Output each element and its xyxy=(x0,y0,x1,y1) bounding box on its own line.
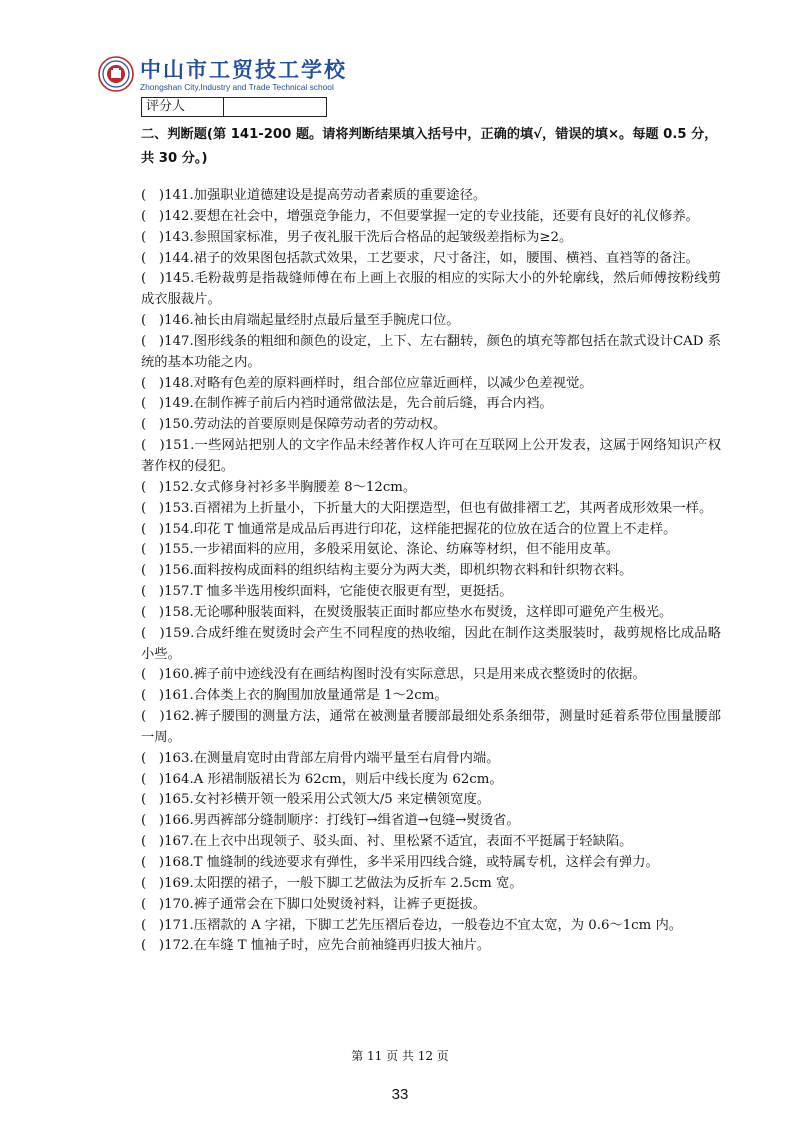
question-item xyxy=(141,186,721,207)
answer-bracket[interactable]: ( ) xyxy=(141,563,165,579)
question-text: 155.一步裙面料的应用，多般采用氨论、涤论、纺麻等材织，但不能用皮革。 xyxy=(164,542,620,558)
answer-bracket[interactable]: ( ) xyxy=(141,229,165,245)
question-item xyxy=(141,853,721,874)
question-item xyxy=(141,582,721,603)
question-item xyxy=(141,311,721,332)
answer-bracket[interactable]: ( ) xyxy=(141,896,165,912)
question-item xyxy=(141,874,721,895)
answer-bracket[interactable]: ( ) xyxy=(141,584,165,600)
answer-bracket[interactable]: ( ) xyxy=(141,521,165,537)
answer-bracket[interactable]: ( ) xyxy=(141,709,165,725)
answer-bracket[interactable]: ( ) xyxy=(141,938,165,954)
answer-bracket[interactable]: ( ) xyxy=(141,375,165,391)
question-item xyxy=(141,749,721,770)
question-item xyxy=(141,832,721,853)
score-input-cell[interactable] xyxy=(224,98,326,116)
score-label: 评分人 xyxy=(142,98,224,116)
question-item xyxy=(141,686,721,707)
question-item xyxy=(141,895,721,916)
answer-bracket[interactable]: ( ) xyxy=(141,625,165,641)
question-item xyxy=(141,811,721,832)
question-text: 153.百褶裙为上折量小，下折量大的大阳摆造型，但也有做排褶工艺，其两者成形效果一样。 xyxy=(164,500,713,516)
question-text: 160.裤子前中迹线没有在画结构图时没有实际意思，只是用来成衣整烫时的依据。 xyxy=(164,667,646,683)
question-text: 168.T 恤缝制的线迹要求有弹性，多半采用四线合缝，或特属专机，这样会有弹力。 xyxy=(164,855,659,870)
question-text: 148.对略有色差的原料画样时，组合部位应靠近画样，以减少色差视觉。 xyxy=(164,375,593,391)
question-text: 164.A 形裙制版裙长为 62cm，则后中线长度为 62cm。 xyxy=(164,771,503,787)
school-seal-icon xyxy=(98,56,134,92)
question-item xyxy=(141,790,721,811)
question-item xyxy=(141,499,721,520)
answer-bracket[interactable]: ( ) xyxy=(141,688,165,704)
question-item xyxy=(141,916,721,937)
question-text: 141.加强职业道德建设是提高劳动者素质的重要途径。 xyxy=(164,188,487,203)
question-item xyxy=(141,603,721,624)
question-text: 163.在测量肩宽时由背部左肩骨内端平量至右肩骨内端。 xyxy=(164,750,500,766)
question-item xyxy=(141,665,721,686)
answer-bracket[interactable]: ( ) xyxy=(141,500,165,516)
page-footer: 第 11 页 共 12 页 xyxy=(351,1049,449,1063)
answer-bracket[interactable]: ( ) xyxy=(141,396,165,412)
answer-bracket[interactable]: ( ) xyxy=(141,271,165,287)
question-item xyxy=(141,520,721,541)
answer-bracket[interactable]: ( ) xyxy=(141,813,165,829)
question-text: 144.裙子的效果图包括款式效果，工艺要求，尺寸备注，如，腰围、横裆、直裆等的备注。 xyxy=(164,250,699,266)
answer-bracket[interactable]: ( ) xyxy=(141,917,165,933)
question-text: 166.男西裤部分缝制顺序：打线钉→缉省道→包缝→熨烫省。 xyxy=(164,813,520,829)
question-text: 147.图形线条的粗细和颜色的设定，上下、左右翻转，颜色的填充等都包括在款式设计CAD 系统的基本功能之内。 xyxy=(141,333,721,370)
answer-bracket[interactable]: ( ) xyxy=(141,479,165,495)
question-text: 170.裤子通常会在下脚口处熨烫衬料，让裤子更挺拔。 xyxy=(164,896,487,912)
score-table xyxy=(141,97,327,117)
question-text: 158.无论哪种服装面料，在熨烫服装正面时都应垫水布熨烫，这样即可避免产生极光。 xyxy=(164,604,673,620)
answer-bracket[interactable]: ( ) xyxy=(141,313,165,329)
question-text: 165.女衬衫横开领一般采用公式领大/5 来定横领宽度。 xyxy=(164,792,491,808)
question-text: 169.太阳摆的裙子，一般下脚工艺做法为反折车 2.5cm 宽。 xyxy=(164,875,523,891)
question-text: 156.面料按构成面料的组织结构主要分为两大类，即机织物衣料和针织物衣料。 xyxy=(164,563,633,579)
school-header xyxy=(98,52,347,96)
question-text: 152.女式修身衬衫多半胸腰差 8～12cm。 xyxy=(164,479,417,495)
answer-bracket[interactable]: ( ) xyxy=(141,834,165,850)
section-title: 二、判断题(第 141-200 题。请将判断结果填入括号中，正确的填√，错误的填×。每题 0.5 分，共 30 分。) xyxy=(141,127,718,166)
question-item xyxy=(141,707,721,749)
question-text: 172.在车缝 T 恤袖子时，应先合前袖缝再归拔大袖片。 xyxy=(164,938,491,954)
answer-bracket[interactable]: ( ) xyxy=(141,188,165,203)
answer-bracket[interactable]: ( ) xyxy=(141,771,165,787)
question-list xyxy=(141,186,721,957)
answer-bracket[interactable]: ( ) xyxy=(141,250,165,266)
question-text: 161.合体类上衣的胸围加放量通常是 1～2cm。 xyxy=(164,688,448,704)
question-text: 159.合成纤维在熨烫时会产生不同程度的热收缩，因此在制作这类服装时，裁剪规格比成品略小些。 xyxy=(141,625,721,662)
question-item xyxy=(141,394,721,415)
question-text: 157.T 恤多半选用梭织面料，它能使衣服更有型，更挺括。 xyxy=(164,584,513,600)
question-text: 151.一些网站把别人的文字作品未经著作权人许可在互联网上公开发表，这属于网络知识产权著作权的侵犯。 xyxy=(141,438,721,474)
question-text: 143.参照国家标准，男子夜礼服干洗后合格品的起皱级差指标为≥2。 xyxy=(164,229,573,245)
answer-bracket[interactable]: ( ) xyxy=(141,542,165,558)
answer-bracket[interactable]: ( ) xyxy=(141,875,165,891)
question-item xyxy=(141,207,721,228)
question-text: 149.在制作裤子前后内裆时通常做法是，先合前后缝，再合内裆。 xyxy=(164,396,553,412)
question-text: 167.在上衣中出现领子、驳头面、衬、里松紧不适宜，表面不平挺属于轻缺陷。 xyxy=(164,834,633,850)
answer-bracket[interactable]: ( ) xyxy=(141,333,165,349)
answer-bracket[interactable]: ( ) xyxy=(141,855,165,870)
answer-bracket[interactable]: ( ) xyxy=(141,667,165,683)
question-item xyxy=(141,374,721,395)
question-text: 146.袖长由肩端起量经肘点最后量至手腕虎口位。 xyxy=(164,313,460,329)
question-text: 145.毛粉裁剪是指裁缝师傅在布上画上衣服的相应的实际大小的外轮廓线，然后师傅按粉线剪成衣服裁片。 xyxy=(141,271,721,308)
question-item xyxy=(141,770,721,791)
question-item xyxy=(141,436,721,478)
question-item xyxy=(141,561,721,582)
answer-bracket[interactable]: ( ) xyxy=(141,604,165,620)
question-item xyxy=(141,540,721,561)
question-text: 150.劳动法的首要原则是保障劳动者的劳动权。 xyxy=(164,417,447,433)
question-item xyxy=(141,624,721,666)
answer-bracket[interactable]: ( ) xyxy=(141,417,165,433)
question-text: 142.要想在社会中，增强竞争能力，不但要掌握一定的专业技能，还要有良好的礼仪修养。 xyxy=(164,208,699,224)
question-item xyxy=(141,269,721,311)
answer-bracket[interactable]: ( ) xyxy=(141,750,165,766)
answer-bracket[interactable]: ( ) xyxy=(141,438,165,454)
school-name: 中山市工贸技工学校 xyxy=(140,58,347,82)
page-number: 33 xyxy=(391,1086,409,1103)
answer-bracket[interactable]: ( ) xyxy=(141,208,165,224)
question-text: 171.压褶款的 A 字裙，下脚工艺先压褶后卷边，一般卷边不宜太宽，为 0.6～1cm 内。 xyxy=(164,917,683,933)
question-item xyxy=(141,478,721,499)
question-item xyxy=(141,249,721,270)
question-text: 162.裤子腰围的测量方法，通常在被测量者腰部最细处系条细带，测量时延着系带位围量腰部一周。 xyxy=(141,709,721,745)
school-name-en: Zhongshan City,Industry and Trade Technical school xyxy=(140,82,334,92)
question-text: 154.印花 T 恤通常是成品后再进行印花，这样能把握花的位放在适合的位置上不走样。 xyxy=(164,521,677,537)
question-item xyxy=(141,332,721,374)
question-item xyxy=(141,936,721,957)
question-item xyxy=(141,228,721,249)
answer-bracket[interactable]: ( ) xyxy=(141,792,165,808)
question-item xyxy=(141,415,721,436)
